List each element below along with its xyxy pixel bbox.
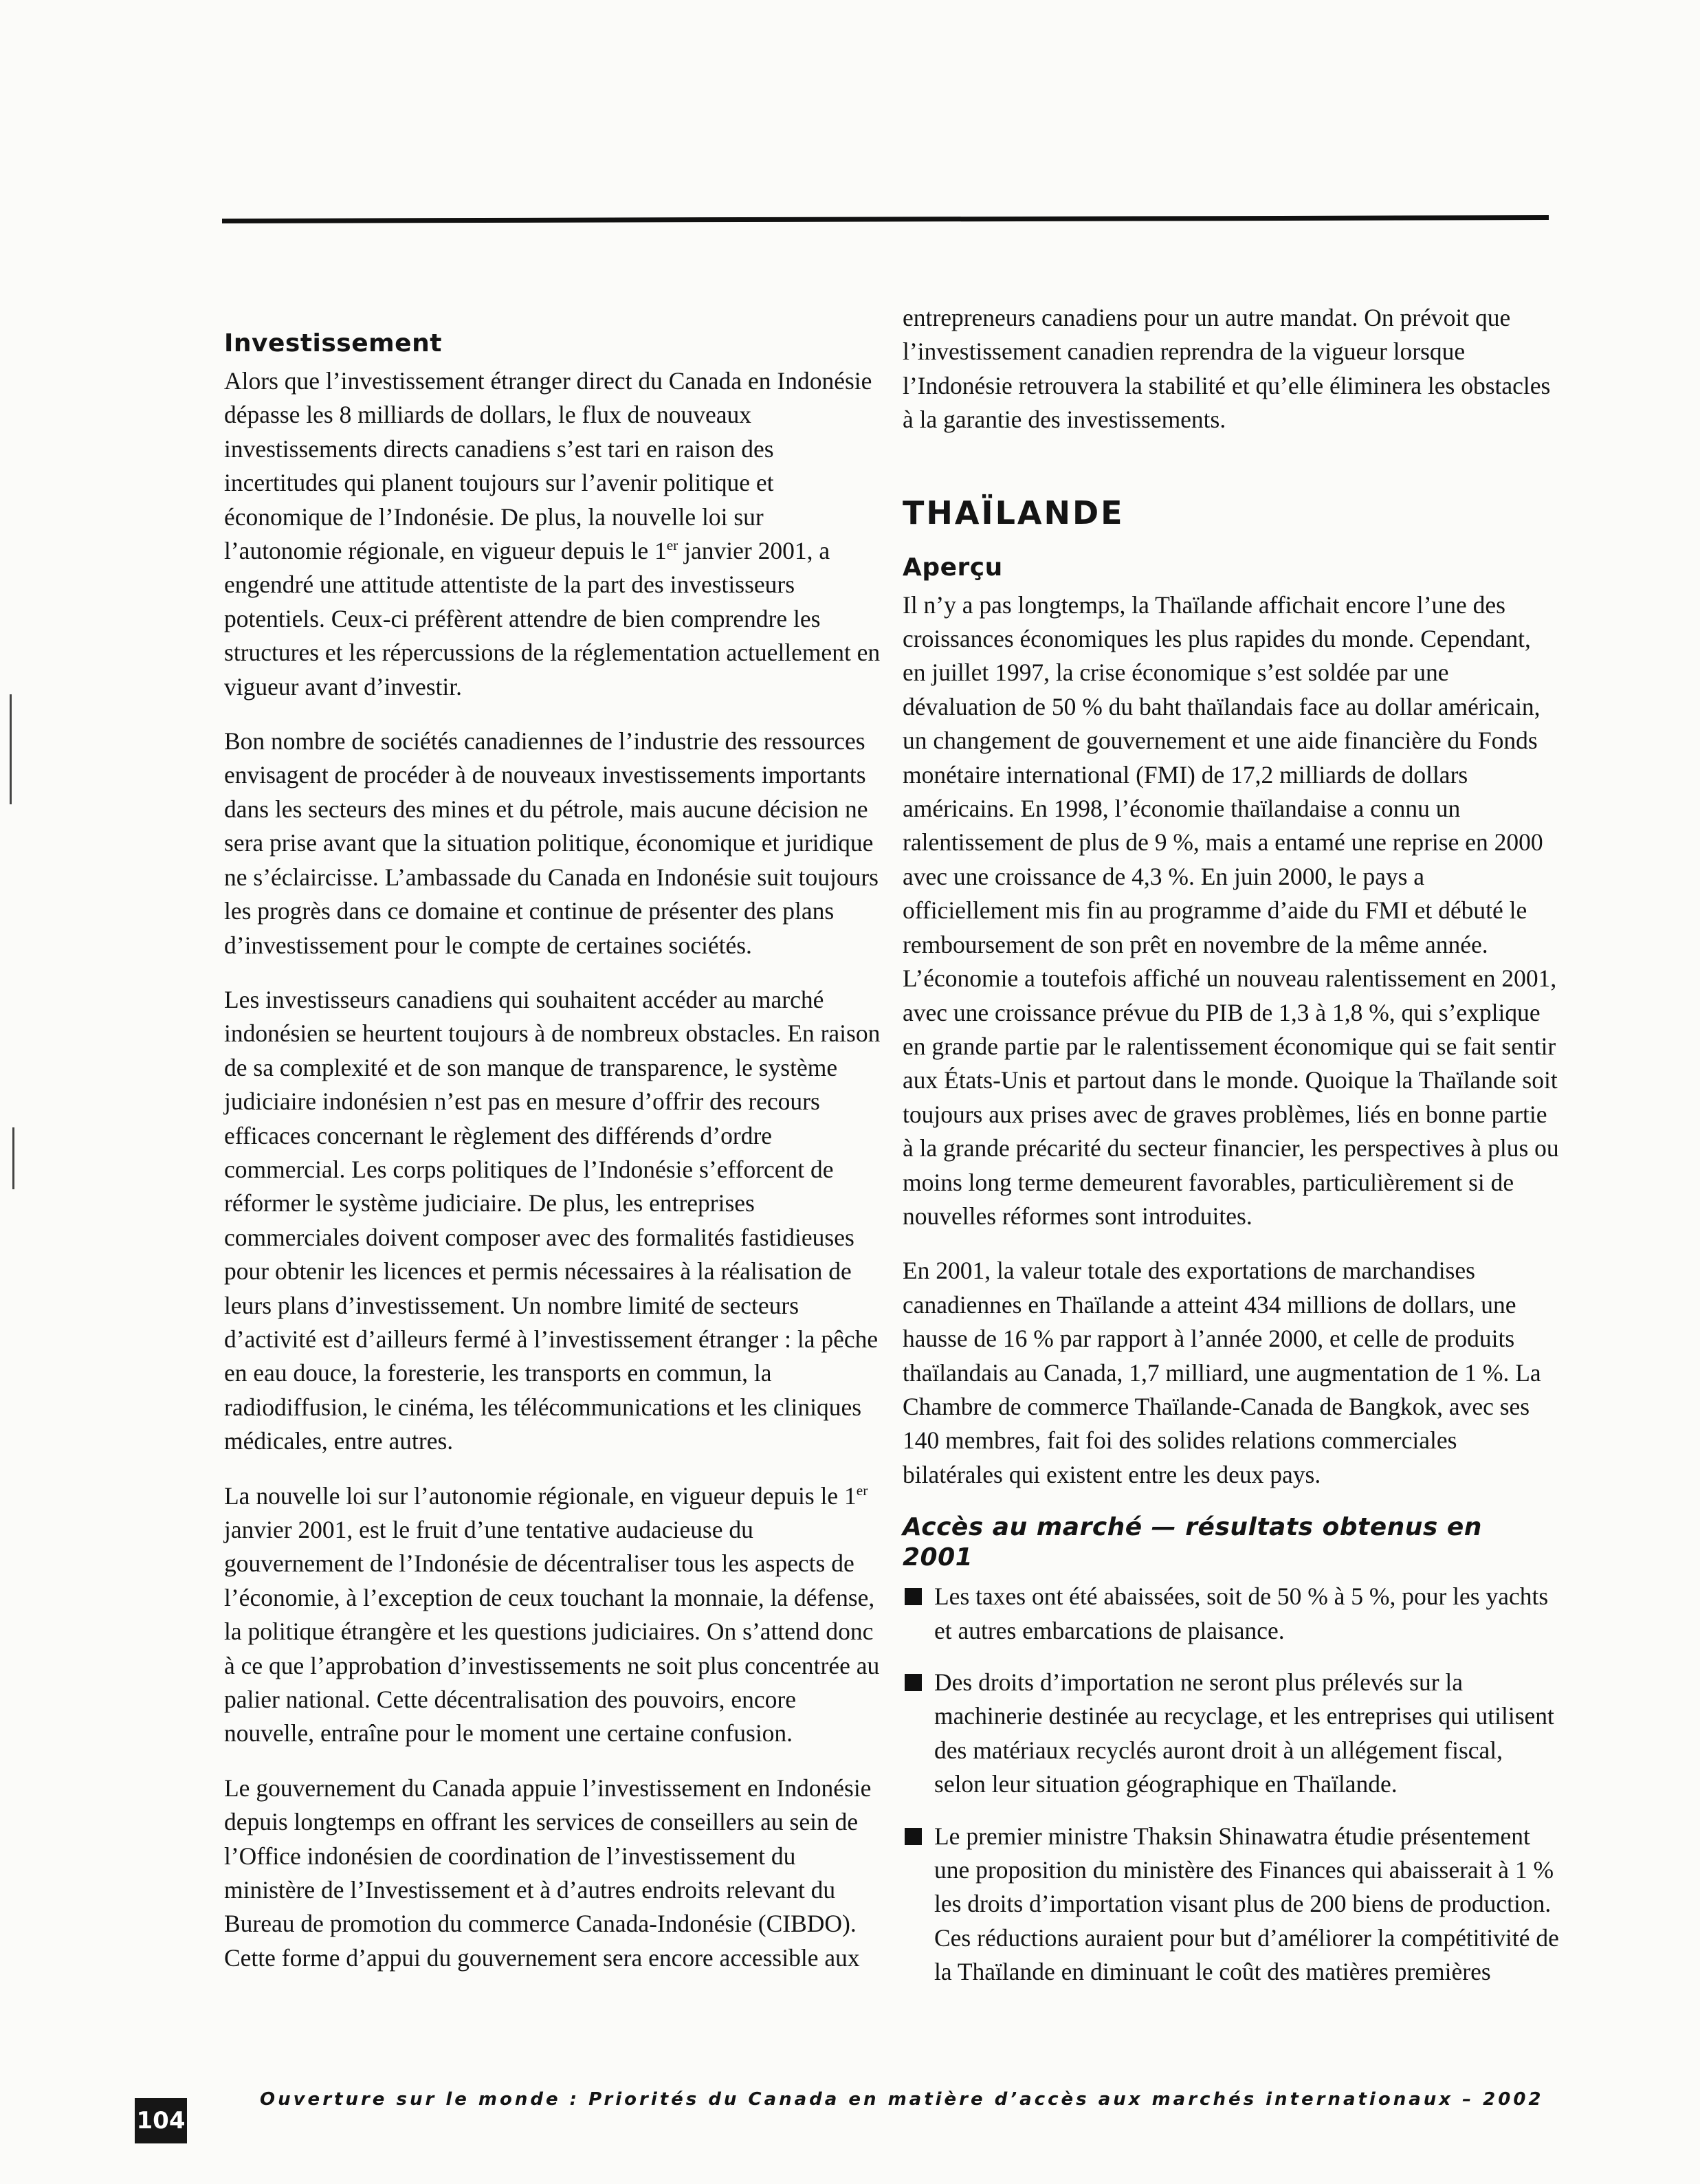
publication-title: Ouverture sur le monde : xyxy=(260,2089,580,2110)
square-bullet-icon xyxy=(905,1828,922,1845)
list-item-text: Des droits d’importation ne seront plus prélevés sur la machinerie destinée au recyclage, et les entreprises qui utilisent des matériaux recyclés auront droit à un allégement fiscal, selon leur situation géographique en Thaïlande. xyxy=(934,1668,1554,1798)
paragraph: La nouvelle loi sur l’autonomie régionale, en vigueur depuis le 1er janvier 2001, est le fruit d’une tentative audacieuse du gouvernement de l’Indonésie de décentraliser tous les aspects de l’économie, à l’exception de ceux touchant la monnaie, la défense, la politique étrangère et les questions judiciaires. On s’attend donc à ce que l’approbation d’investissements ne soit plus concentrée au palier national. Cette décentralisation des pouvoirs, encore nouvelle, entraîne pour le moment une certaine confusion. xyxy=(224,1481,880,1747)
market-access-list xyxy=(903,1580,1560,1989)
top-rule xyxy=(222,215,1549,223)
list-item xyxy=(903,1666,1560,1802)
margin-mark xyxy=(10,694,12,804)
paragraph: Les investisseurs canadiens qui souhaitent accéder au marché indonésien se heurtent toujours à de nombreux obstacles. En raison de sa complexité et de son manque de transparence, le système judiciaire indonésien n’est pas en mesure d’offrir des recours efficaces concernant le règlement des différends d’ordre commercial. Les corps politiques de l’Indonésie s’efforcent de réformer le système judiciaire. De plus, les entreprises commerciales doivent composer avec des formalités fastidieuses pour obtenir les licences et permis nécessaires à la réalisation de leurs plans d’investissement. Un nombre limité de secteurs d’activité est d’ailleurs fermé à l’investissement étranger : la pêche en eau douce, la foresterie, les transports en commun, la radiodiffusion, le cinéma, les télécommunications et les cliniques médicales, entre autres. xyxy=(224,985,881,1455)
publication-subtitle: Priorités du Canada en matière d’accès aux marchés internationaux – 2002 xyxy=(588,2089,1544,2110)
square-bullet-icon xyxy=(905,1588,922,1605)
paragraph: Alors que l’investissement étranger direct du Canada en Indonésie dépasse les 8 milliards de dollars, le flux de nouveaux investissements directs canadiens s’est tari en raison des incertitudes qui planent toujours sur l’avenir politique et économique de l’Indonésie. De plus, la nouvelle loi sur l’autonomie régionale, en vigueur depuis le 1er janvier 2001, a engendré une attitude attentiste de la part des investisseurs potentiels. Ceux-ci préfèrent attendre de bien comprendre les structures et les répercussions de la réglementation actuellement en vigueur avant d’investir. xyxy=(224,367,881,701)
list-item-text: Les taxes ont été abaissées, soit de 50 % à 5 %, pour les yachts et autres embarcations de plaisance. xyxy=(934,1582,1549,1644)
margin-mark xyxy=(12,1127,14,1189)
square-bullet-icon xyxy=(905,1674,922,1691)
paragraph: Bon nombre de sociétés canadiennes de l’industrie des ressources envisagent de procéder à de nouveaux investissements importants dans les secteurs des mines et du pétrole, mais aucune décision ne sera prise avant que la situation politique, économique et juridique ne s’éclaircisse. L’ambassade du Canada en Indonésie suit toujours les progrès dans ce domaine et continue de présenter des plans d’investissement pour le compte de certaines sociétés. xyxy=(224,727,879,959)
left-column xyxy=(224,329,884,1996)
country-heading: THAÏLANDE xyxy=(903,494,1125,531)
running-footer xyxy=(260,2086,1544,2113)
paragraph-continuation: entrepreneurs canadiens pour un autre mandat. On prévoit que l’investissement canadien reprendra de la vigueur lorsque l’Indonésie retrouvera la stabilité et qu’elle éliminera les obstacles à la garantie des investissements. xyxy=(903,304,1551,434)
section-heading-market-access: Accès au marché — résultats obtenus en 2001 xyxy=(903,1513,1482,1572)
section-heading-investment: Investissement xyxy=(224,329,442,357)
section-heading-overview: Aperçu xyxy=(903,553,1003,582)
list-item xyxy=(903,1580,1560,1648)
paragraph: En 2001, la valeur totale des exportations de marchandises canadiennes en Thaïlande a atteint 434 millions de dollars, une hausse de 16 % par rapport à l’année 2000, et celle de produits thaïlandais au Canada, 1,7 milliard, une augmentation de 1 %. La Chambre de commerce Thaïlande-Canada de Bangkok, avec ses 140 membres, fait foi des solides relations commerciales bilatérales qui existent entre les deux pays. xyxy=(903,1257,1541,1488)
list-item-text: Le premier ministre Thaksin Shinawatra étudie présentement une proposition du ministère des Finances qui abaisserait à 1 % les droits d’importation visant plus de 200 biens de production. Ces réductions auraient pour but d’améliorer la compétitivité de la Thaïlande en diminuant le coût des matières premières xyxy=(934,1822,1559,1986)
paragraph: Il n’y a pas longtemps, la Thaïlande affichait encore l’une des croissances économiques les plus rapides du monde. Cependant, en juillet 1997, la crise économique s’est soldée par une dévaluation de 50 % du baht thaïlandais face au dollar américain, un changement de gouvernement et une aide financière du Fonds monétaire international (FMI) de 17,2 milliards de dollars américains. En 1998, l’économie thaïlandaise a connu un ralentissement de plus de 9 %, mais a entamé une reprise en 2000 avec une croissance de 4,3 %. En juin 2000, le pays a officiellement mis fin au programme d’aide du FMI et débuté le remboursement de son prêt en novembre de la même année. L’économie a toutefois affiché un nouveau ralentissement en 2001, avec une croissance prévue du PIB de 1,3 à 1,8 %, qui s’explique en grande partie par le ralentissement économique qui se fait sentir aux États-Unis et partout dans le monde. Quoique la Thaïlande soit toujours aux prises avec de graves problèmes, liés en bonne partie à la grande précarité du secteur financier, les perspectives à plus ou moins long terme demeurent favorables, particulièrement si de nouvelles réformes sont introduites. xyxy=(903,591,1559,1230)
paragraph: Le gouvernement du Canada appuie l’investissement en Indonésie depuis longtemps en offrant les services de conseillers au sein de l’Office indonésien de coordination de l’investissement du ministère de l’Investissement et à d’autres endroits relevant du Bureau de promotion du commerce Canada-Indonésie (CIBDO). Cette forme d’appui du gouvernement sera encore accessible aux xyxy=(224,1774,872,1972)
list-item xyxy=(903,1820,1560,1989)
page-number: 104 xyxy=(135,2098,187,2143)
right-column xyxy=(903,301,1560,2007)
